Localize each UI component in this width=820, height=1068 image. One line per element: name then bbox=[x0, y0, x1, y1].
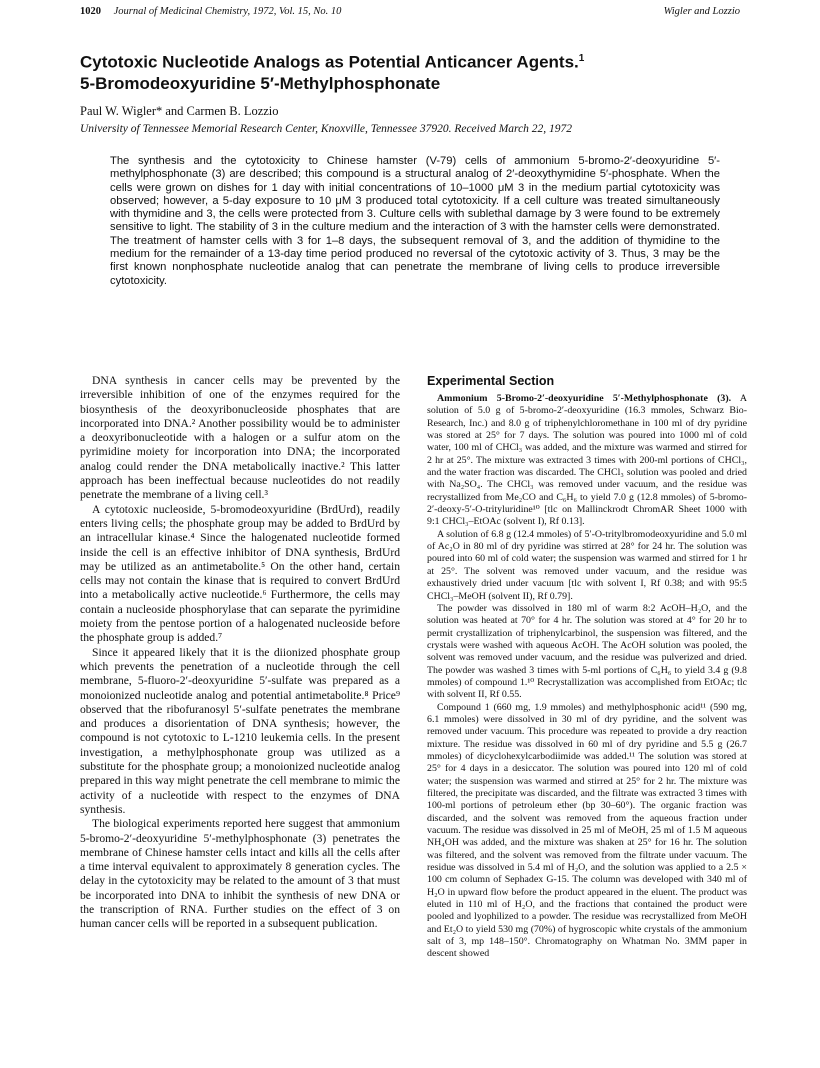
title-line-1: Cytotoxic Nucleotide Analogs as Potential Anticancer Agents. bbox=[80, 52, 579, 72]
title-line-2: 5-Bromodeoxyuridine 5′-Methylphosphonate bbox=[80, 73, 441, 93]
running-authors: Wigler and Lozzio bbox=[663, 6, 740, 17]
experimental-text-1: A solution of 5.0 g of 5-bromo-2′-deoxyuridine (16.3 mmoles, Schwarz Bio-Research, Inc.) and 8.0 g of triphenylchloromethane in 100 ml of dry pyridine was stored at 25° for 7 days. The solution was poured into 1000 ml of cold water, 100 ml of CHCl₃ was added, and the mixture was warmed and stirred for 2 hr at 25°. The mixture was extracted 3 times with 200-ml portions of CHCl₃, and the water fraction was discarded. The CHCl₃ solution was pooled and dried with Na₂SO₄. The CHCl₃ was removed under vacuum, and the residue was recrystallized from Me₂CO and C₆H₆ to yield 7.0 g (12.8 mmoles) of 5-bromo-2′-deoxy-5′-O-trityluridine¹⁰ [tlc on Mallinckrodt ChromAR Sheet 1000 with 9:1 CHCl₃–EtOAc (solvent I), Rf 0.13]. bbox=[427, 393, 747, 528]
article-title bbox=[80, 48, 740, 94]
right-column bbox=[427, 374, 747, 961]
intro-paragraph-4: The biological experiments reported here suggest that ammonium 5-bromo-2′-deoxyuridine 5′-methylphosphonate (3) penetrates the membrane of Chinese hamster cells intact and kills all the cells after a time interval equivalent to approximately 8 generation cycles. The delay in the cytotoxicity may be related to the amount of 3 that must be incorporated into DNA to inhibit the synthesis of new DNA or the transcription of RNA. Further studies on the effect of 3 on human cancer cells will be reported in a subsequent publication. bbox=[80, 817, 400, 931]
compound-title: Ammonium 5-Bromo-2′-deoxyuridine 5′-Methylphosphonate (3). bbox=[437, 393, 732, 404]
left-column bbox=[80, 374, 400, 932]
experimental-paragraph-4: Compound 1 (660 mg, 1.9 mmoles) and methylphosphonic acid¹¹ (590 mg, 6.1 mmoles) were dissolved in 30 ml of dry pyridine, and the solvent was removed under vacuum. This procedure was repeated to provide a dry reaction mixture. The residue was dissolved in 60 ml of dry pyridine and 5.5 g (26.7 mmoles) of dicyclohexylcarbodiimide was added.¹¹ The solution was stored at 25° for 4 days in a desiccator. The solution was poured into 120 ml of cold water; the suspension was warmed and stirred at 25° for 2 hr. The mixture was filtered, the precipitate was discarded, and the filtrate was extracted 3 times with 100-ml portions of petroleum ether (bp 30–60°). The organic fraction was discarded, and the solvent was removed from the aqueous fraction under vacuum. The residue was dissolved in 25 ml of MeOH, 25 ml of 1.5 M aqueous NH₄OH was added, and the mixture was shaken at 25° for 16 hr. The solution was filtered, and the solvent was removed from the filtrate under vacuum. The residue was dissolved in 5.4 ml of H₂O, and the solution was applied to a 2.5 × 100 cm column of Sephadex G-15. The column was developed with 340 ml of H₂O in upward flow before the product appeared in the eluent. The product was eluted in 110 ml of H₂O, and the fractions that contained the product were pooled and lyophilized to a powder. The residue was recrystallized from MeOH and Et₂O to yield 530 mg (70%) of hygroscopic white crystals of the ammonium salt of 3, mp 148–150°. Chromatography on Whatman No. 3MM paper in descent showed bbox=[427, 701, 747, 960]
header-left bbox=[80, 6, 341, 17]
title-footnote: 1 bbox=[578, 53, 585, 64]
page-number: 1020 bbox=[80, 6, 101, 17]
journal-citation: Journal of Medicinal Chemistry, 1972, Vol. 15, No. 10 bbox=[113, 6, 342, 17]
intro-paragraph-1: DNA synthesis in cancer cells may be prevented by the irreversible inhibition of one of the enzymes required for the biosynthesis of the deoxyribonucleoside phosphates that are incorporated into DNA.² Another possibility would be to administer a deoxyribonucleotide with a halogen or a sulfur atom on the pyrimidine moiety for incorporation into DNA; the incorporated analog could render the DNA metabolically inactive.² This latter approach has been ineffectual because nucleotides do not readily penetrate the membrane of a living cell.³ bbox=[80, 374, 400, 502]
experimental-paragraph-2: A solution of 6.8 g (12.4 mmoles) of 5′-O-tritylbromodeoxyuridine and 5.0 ml of Ac₂O in 80 ml of dry pyridine was stirred at 28° for 24 hr. The solution was poured into 60 ml of cold water; the suspension was warmed and stirred for 1 hr at 25°. The solvent was removed under vacuum, and the residue was exhaustively dried under vacuum [tlc with solvent I, Rf 0.38; and with 95:5 CHCl₃–MeOH (solvent II), Rf 0.79]. bbox=[427, 528, 747, 602]
experimental-paragraph-1 bbox=[427, 393, 747, 529]
running-header bbox=[80, 6, 740, 26]
intro-paragraph-2: A cytotoxic nucleoside, 5-bromodeoxyuridine (BrdUrd), readily enters living cells; the phosphate group may be added to BrdUrd by an intracellular kinase.⁴ Since the halogenated nucleotide formed inside the cell is an effective inhibitor of DNA synthesis, BrdUrd may be utilized as an antimetabolite.⁵ On the other hand, certain cells may not contain the kinase that is required to convert BrdUrd into a metabolically active nucleotide.⁶ Furthermore, the cells may contain a nucleoside phosphorylase that can separate the pyrimidine moiety from the pentose portion of a halogenated nucleoside before the phosphate group is added.⁷ bbox=[80, 502, 400, 645]
experimental-paragraph-3: The powder was dissolved in 180 ml of warm 8:2 AcOH–H₂O, and the solution was heated at 70° for 4 hr. The solution was stored at 4° for 20 hr to permit crystallization of triphenylcarbinol, the suspension was filtered, and the crystals were washed with aqueous AcOH. The AcOH solution was pooled, the solvent was removed under vacuum, and the residue was pulverized and dried. The powder was washed 3 times with 5-ml portions of C₆H₆ to yield 3.4 g (9.8 mmoles) of compound 1.¹⁰ Recrystallization was accomplished from EtOAc; tlc with solvent II, Rf 0.55. bbox=[427, 602, 747, 701]
abstract: The synthesis and the cytotoxicity to Chinese hamster (V-79) cells of ammonium 5-bromo-2′-deoxyuridine 5′-methylphosphonate (3) are described; this compound is a structural analog of 2′-deoxythymidine 5′-phosphate. When the cells were grown on dishes for 1 day with initial concentrations of 10–1000 μM 3 in the medium partial cytotoxicity was observed; however, a 5-day exposure to 10 μM 3 produced total cytotoxicity. If a cell culture was treated simultaneously with thymidine and 3, the cells were protected from 3. Culture cells with sublethal damage by 3 were found to be extremely sensitive to light. The stability of 3 in the culture medium and the interaction of 3 with the hamster cells were demonstrated. The treatment of hamster cells with 3 for 1–8 days, the subsequent removal of 3, and the addition of thymidine to the medium for the remainder of a 13-day time period produced no reversal of the cytotoxic activity of 3. Thus, 3 may be the first known nonphosphate nucleotide analog that can penetrate the membrane of living cells to produce irreversible cytotoxicity. bbox=[110, 155, 720, 287]
section-heading: Experimental Section bbox=[427, 374, 555, 388]
authors: Paul W. Wigler* and Carmen B. Lozzio bbox=[80, 104, 279, 118]
affiliation: University of Tennessee Memorial Research Center, Knoxville, Tennessee 37920. Received March 22, 1972 bbox=[80, 123, 573, 135]
intro-paragraph-3: Since it appeared likely that it is the diionized phosphate group which prevents the penetration of a nucleotide through the cell membrane, 5-fluoro-2′-deoxyuridine 5′-sulfate was prepared as a monoionized nucleotide analog and potential antimetabolite.⁸ Price⁹ observed that the ribofuranosyl 5′-sulfate penetrates the membrane and produces a disorientation of DNA synthesis; however, the compound is not cytotoxic to L-1210 leukemia cells. In the present investigation, a methylphosphonate group was utilized as a substitute for the phosphate group; a monoionized nucleotide analog prepared in this way might penetrate the cell membrane to mimic the activity of a nucleotide with respect to the enzymes of DNA synthesis. bbox=[80, 645, 400, 816]
